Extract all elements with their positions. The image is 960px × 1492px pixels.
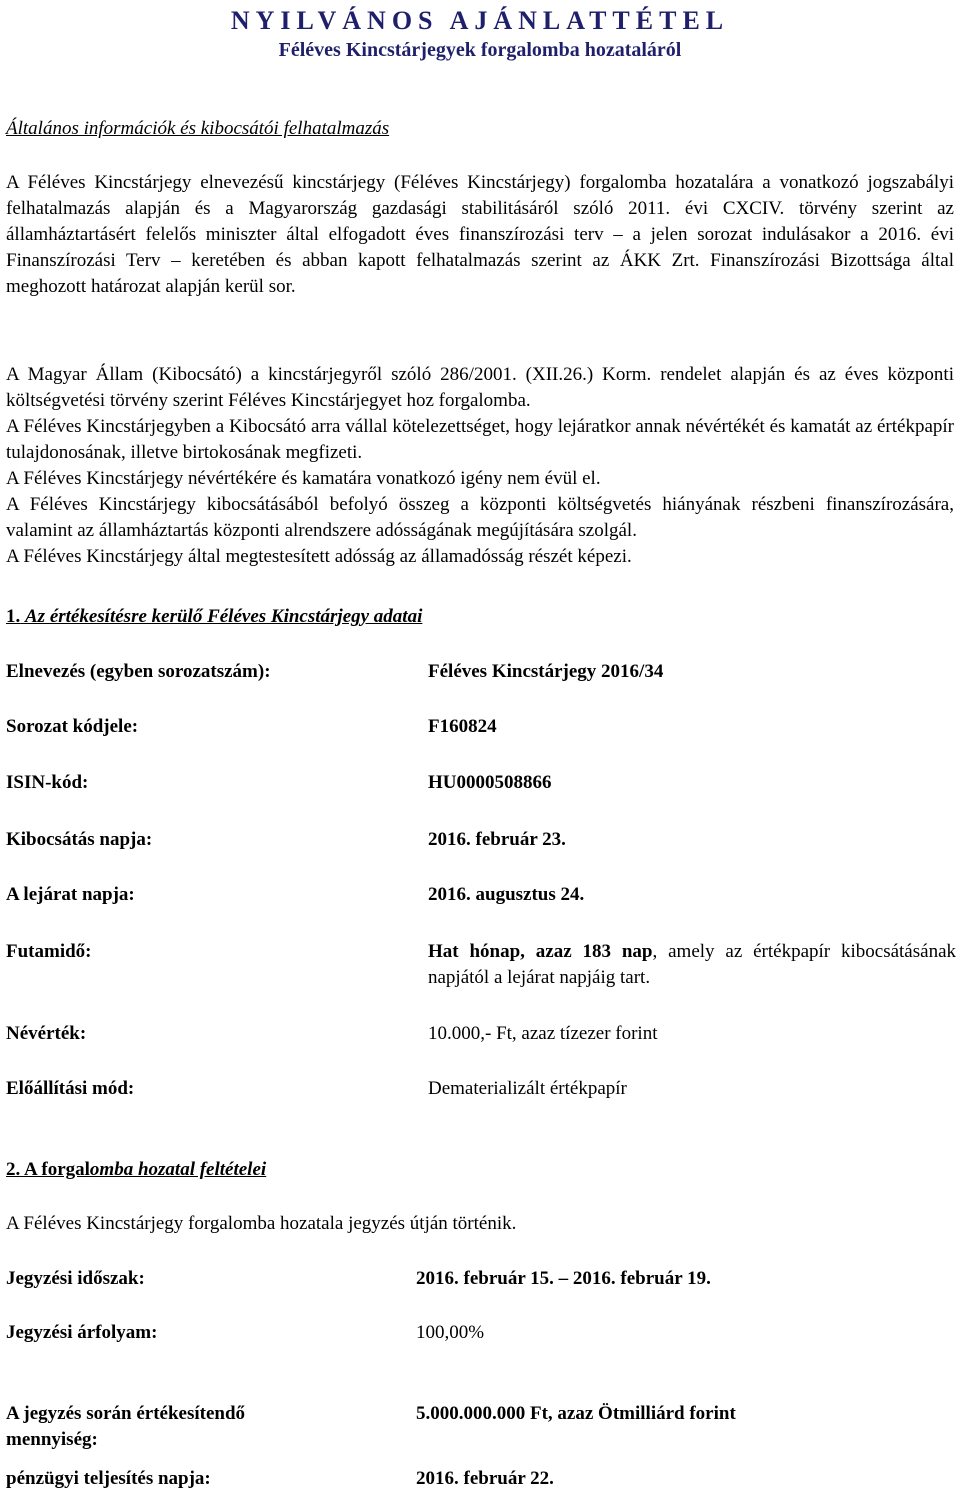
section-2-title-plain: A forgal <box>23 1159 90 1180</box>
row-value: Féléves Kincstárjegy 2016/34 <box>428 661 664 682</box>
row-label: Elnevezés (egyben sorozatszám): <box>6 661 271 682</box>
row-label: Futamidő: <box>6 941 92 962</box>
row-value: 2016. augusztus 24. <box>428 884 585 905</box>
general-info-heading: Általános információk és kibocsátói felhatalmazás <box>6 118 390 139</box>
row-value: 2016. február 23. <box>428 829 566 850</box>
section-2-intro <box>6 1211 954 1237</box>
row-label-line-2: mennyiség: <box>6 1429 98 1450</box>
document-page <box>6 0 956 1489</box>
row-label: Sorozat kódjele: <box>6 716 139 737</box>
general-paragraph-2 <box>6 362 954 570</box>
subscription-intro: A Féléves Kincstárjegy forgalomba hozatala jegyzés útján történik. <box>6 1213 517 1234</box>
section-1-title: Az értékesítésre kerülő Féléves Kincstárjegy adatai <box>25 606 423 627</box>
section-2-title-italic: omba hozatal feltételei <box>89 1159 267 1180</box>
row-value <box>428 939 956 991</box>
row-value: 2016. február 22. <box>416 1468 554 1489</box>
issuer-paragraph: A Magyar Állam (Kibocsátó) a kincstárjegyről szóló 286/2001. (XII.26.) Korm. rendelet alapján és az éves központi költségvetési törvény szerint Féléves Kincstárjegyet hoz forgalomba. <box>6 364 954 411</box>
row-value: F160824 <box>428 716 497 737</box>
obligation-paragraph: A Féléves Kincstárjegyben a Kibocsátó arra vállal kötelezettséget, hogy lejáratkor annak névértékét és kamatát az értékpapír tulajdonosának, illetve birtokosának megfizeti. <box>6 416 954 463</box>
row-value: 2016. február 15. – 2016. február 19. <box>416 1268 711 1289</box>
section-2-number: 2. <box>6 1159 21 1180</box>
row-value: 10.000,- Ft, azaz tízezer forint <box>428 1023 658 1044</box>
document-subtitle: Féléves Kincstárjegyek forgalomba hozataláról <box>278 39 682 61</box>
row-label-line-1: A jegyzés során értékesítendő <box>6 1403 246 1424</box>
row-value: HU0000508866 <box>428 772 552 793</box>
row-label: Előállítási mód: <box>6 1078 135 1099</box>
row-label: Névérték: <box>6 1023 87 1044</box>
row-label <box>6 1401 245 1453</box>
section-2-heading <box>6 1157 266 1183</box>
document-title: NYILVÁNOS AJÁNLATTÉTEL <box>230 6 730 35</box>
row-value: Dematerializált értékpapír <box>428 1078 627 1099</box>
section-1-number: 1. <box>6 606 21 627</box>
section-1-heading <box>6 604 422 630</box>
row-label: ISIN-kód: <box>6 772 89 793</box>
term-bold: Hat hónap, azaz 183 nap <box>428 941 653 962</box>
row-label: Jegyzési időszak: <box>6 1268 145 1289</box>
general-paragraph-1 <box>6 170 954 300</box>
row-label: Kibocsátás napja: <box>6 829 153 850</box>
row-value: 5.000.000.000 Ft, azaz Ötmilliárd forint <box>416 1403 736 1424</box>
row-value: 100,00% <box>416 1322 485 1343</box>
row-label: pénzügyi teljesítés napja: <box>6 1468 211 1489</box>
no-limitation-paragraph: A Féléves Kincstárjegy névértékére és kamatára vonatkozó igény nem évül el. <box>6 468 601 489</box>
row-label: A lejárat napja: <box>6 884 135 905</box>
authorization-paragraph: A Féléves Kincstárjegy elnevezésű kincstárjegy (Féléves Kincstárjegy) forgalomba hozatalára a vonatkozó jogszabályi felhatalmazás alapján és a Magyarország gazdasági stabilitásáról szóló 2011. évi CXCIV. törvény szerint az államháztartásért felelős miniszter által elfogadott éves finanszírozási terv – a jelen sorozat indulásakor a 2016. évi Finanszírozási Terv – keretében és abban kapott felhatalmazás szerint az ÁKK Zrt. Finanszírozási Bizottsága által meghozott határozat alapján kerül sor. <box>6 172 954 297</box>
term-rest: , amely az értékpapír kibocsátásának napjától a lejárat napjáig tart. <box>428 941 956 988</box>
proceeds-paragraph: A Féléves Kincstárjegy kibocsátásából befolyó összeg a központi költségvetés hiányának részbeni finanszírozására, valamint az államháztartás központi alrendszere adósságának megújítására szolgál. <box>6 494 954 541</box>
state-debt-paragraph: A Féléves Kincstárjegy által megtestesített adósság az államadósság részét képezi. <box>6 546 632 567</box>
row-label: Jegyzési árfolyam: <box>6 1322 158 1343</box>
